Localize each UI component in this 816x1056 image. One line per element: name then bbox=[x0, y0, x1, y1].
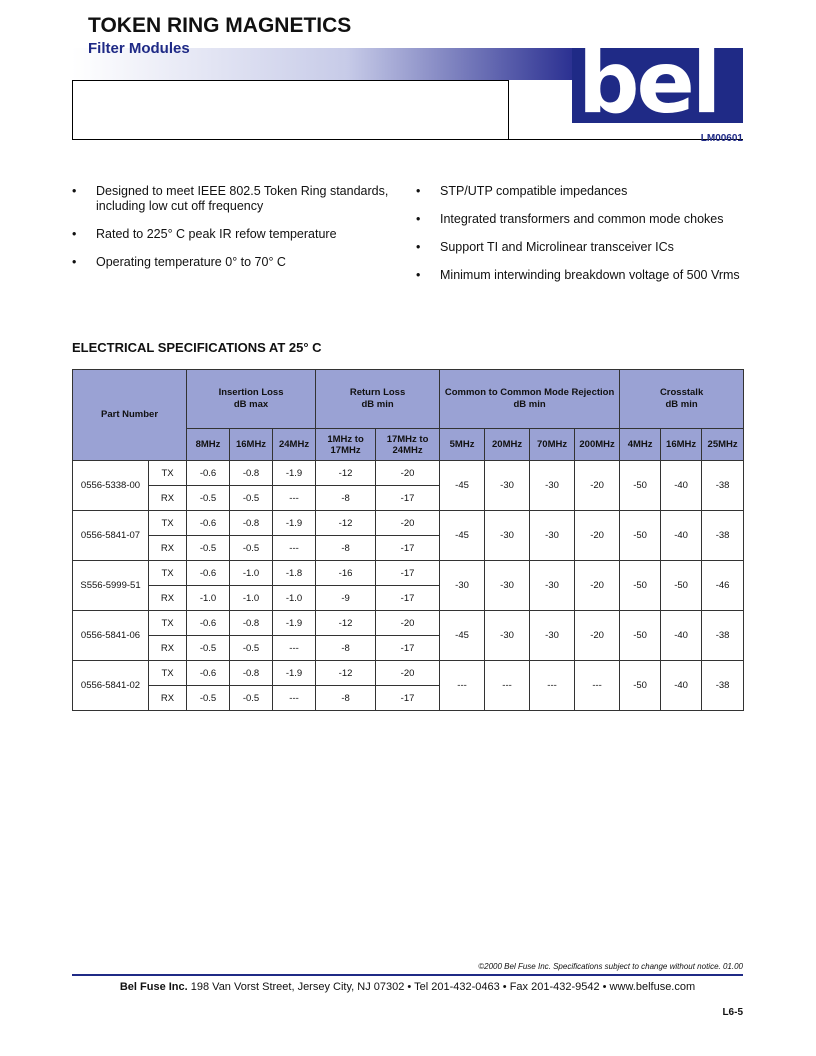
company-name: Bel Fuse Inc. bbox=[119, 981, 188, 993]
frequency-header: 16MHz bbox=[661, 429, 702, 461]
features-left bbox=[72, 184, 392, 283]
table-cell: -46 bbox=[702, 561, 744, 611]
table-cell: -1.0 bbox=[230, 561, 273, 586]
rx-label: RX bbox=[149, 536, 187, 561]
table-cell: -30 bbox=[440, 561, 485, 611]
feature-text: Minimum interwinding breakdown voltage of 500 Vrms bbox=[440, 268, 740, 282]
table-cell: -50 bbox=[620, 611, 661, 661]
table-cell: -17 bbox=[376, 486, 440, 511]
table-cell: -38 bbox=[702, 511, 744, 561]
table-cell: --- bbox=[273, 636, 316, 661]
feature-item bbox=[416, 240, 746, 255]
table-row bbox=[73, 661, 744, 686]
table-cell: -0.6 bbox=[187, 611, 230, 636]
table-cell: -12 bbox=[316, 511, 376, 536]
return-loss-header: Return Loss dB min bbox=[316, 370, 440, 429]
frequency-header: 4MHz bbox=[620, 429, 661, 461]
table-cell: -0.6 bbox=[187, 511, 230, 536]
rx-label: RX bbox=[149, 636, 187, 661]
table-cell: -9 bbox=[316, 586, 376, 611]
table-cell: --- bbox=[273, 486, 316, 511]
part-number-cell: 0556-5338-00 bbox=[73, 461, 149, 511]
crosstalk-header: Crosstalk dB min bbox=[620, 370, 744, 429]
page-title: TOKEN RING MAGNETICS bbox=[88, 14, 352, 37]
frequency-header: 24MHz bbox=[273, 429, 316, 461]
table-cell: -45 bbox=[440, 511, 485, 561]
bullet: • bbox=[416, 268, 421, 282]
table-cell: -0.6 bbox=[187, 661, 230, 686]
table-cell: -8 bbox=[316, 486, 376, 511]
part-number-cell: 0556-5841-02 bbox=[73, 661, 149, 711]
frequency-header: 200MHz bbox=[575, 429, 620, 461]
frequency-header: 5MHz bbox=[440, 429, 485, 461]
table-cell: -30 bbox=[530, 611, 575, 661]
table-cell: --- bbox=[273, 536, 316, 561]
feature-text: Support TI and Microlinear transceiver ICs bbox=[440, 240, 674, 254]
page-subtitle: Filter Modules bbox=[88, 40, 190, 57]
page-number: L6-5 bbox=[722, 1007, 743, 1018]
table-cell: -1.9 bbox=[273, 511, 316, 536]
table-cell: -0.8 bbox=[230, 511, 273, 536]
table-cell: -8 bbox=[316, 686, 376, 711]
table-cell: -0.6 bbox=[187, 461, 230, 486]
table-cell: -30 bbox=[485, 611, 530, 661]
copyright-note: ©2000 Bel Fuse Inc. Specifications subject to change without notice. 01.00 bbox=[478, 962, 743, 971]
frequency-header: 17MHz to 24MHz bbox=[376, 429, 440, 461]
table-cell: -40 bbox=[661, 511, 702, 561]
bullet: • bbox=[416, 184, 421, 198]
table-cell: -40 bbox=[661, 461, 702, 511]
table-cell: -20 bbox=[575, 511, 620, 561]
feature-item bbox=[72, 255, 392, 270]
table-cell: -17 bbox=[376, 636, 440, 661]
table-cell: -1.0 bbox=[273, 586, 316, 611]
part-number-cell: 0556-5841-07 bbox=[73, 511, 149, 561]
tx-label: TX bbox=[149, 461, 187, 486]
table-cell: -45 bbox=[440, 611, 485, 661]
table-cell: --- bbox=[530, 661, 575, 711]
table-cell: -30 bbox=[485, 461, 530, 511]
table-cell: -0.5 bbox=[230, 636, 273, 661]
table-cell: -20 bbox=[376, 611, 440, 636]
tx-label: TX bbox=[149, 511, 187, 536]
feature-text: Operating temperature 0° to 70° C bbox=[96, 255, 286, 269]
table-cell: -50 bbox=[620, 511, 661, 561]
feature-text: Integrated transformers and common mode chokes bbox=[440, 212, 724, 226]
footer-address bbox=[72, 981, 743, 993]
bullet: • bbox=[72, 255, 77, 269]
table-cell: --- bbox=[575, 661, 620, 711]
table-cell: -50 bbox=[620, 661, 661, 711]
table-cell: -1.9 bbox=[273, 611, 316, 636]
tx-label: TX bbox=[149, 611, 187, 636]
table-cell: -1.8 bbox=[273, 561, 316, 586]
table-cell: -8 bbox=[316, 636, 376, 661]
table-cell: -40 bbox=[661, 661, 702, 711]
table-cell: -40 bbox=[661, 611, 702, 661]
table-cell: -1.9 bbox=[273, 661, 316, 686]
table-cell: -17 bbox=[376, 686, 440, 711]
table-cell: -38 bbox=[702, 611, 744, 661]
table-cell: -12 bbox=[316, 461, 376, 486]
tx-label: TX bbox=[149, 661, 187, 686]
frequency-header: 16MHz bbox=[230, 429, 273, 461]
table-cell: -20 bbox=[376, 661, 440, 686]
table-cell: -20 bbox=[376, 511, 440, 536]
frequency-header: 8MHz bbox=[187, 429, 230, 461]
table-cell: -0.5 bbox=[187, 536, 230, 561]
bel-logo-text: bel bbox=[578, 33, 719, 133]
table-cell: -30 bbox=[485, 561, 530, 611]
feature-item bbox=[72, 184, 392, 214]
rx-label: RX bbox=[149, 586, 187, 611]
spec-table-body bbox=[73, 461, 744, 711]
footer-rule bbox=[72, 974, 743, 976]
table-cell: -17 bbox=[376, 561, 440, 586]
feature-text: STP/UTP compatible impedances bbox=[440, 184, 628, 198]
feature-item bbox=[416, 268, 746, 283]
table-cell: -20 bbox=[376, 461, 440, 486]
table-cell: --- bbox=[440, 661, 485, 711]
table-cell: -0.5 bbox=[187, 486, 230, 511]
table-cell: -12 bbox=[316, 611, 376, 636]
table-cell: -30 bbox=[530, 461, 575, 511]
table-cell: -50 bbox=[620, 561, 661, 611]
table-cell: -38 bbox=[702, 461, 744, 511]
tx-label: TX bbox=[149, 561, 187, 586]
table-cell: -1.0 bbox=[187, 586, 230, 611]
part-number-header: Part Number bbox=[73, 370, 187, 461]
table-cell: -0.8 bbox=[230, 461, 273, 486]
rx-label: RX bbox=[149, 486, 187, 511]
table-cell: -16 bbox=[316, 561, 376, 586]
title-box bbox=[72, 80, 509, 140]
frequency-header: 70MHz bbox=[530, 429, 575, 461]
cmr-header: Common to Common Mode Rejection dB min bbox=[440, 370, 620, 429]
frequency-header: 1MHz to 17MHz bbox=[316, 429, 376, 461]
insertion-loss-header: Insertion Loss dB max bbox=[187, 370, 316, 429]
table-cell: -30 bbox=[530, 561, 575, 611]
table-cell: -45 bbox=[440, 461, 485, 511]
electrical-specifications-table bbox=[72, 369, 744, 711]
table-cell: -20 bbox=[575, 561, 620, 611]
bullet: • bbox=[416, 240, 421, 254]
table-cell: -0.8 bbox=[230, 611, 273, 636]
table-cell: --- bbox=[273, 686, 316, 711]
feature-text: Rated to 225° C peak IR refow temperature bbox=[96, 227, 337, 241]
feature-item bbox=[416, 212, 746, 227]
table-cell: -0.5 bbox=[187, 686, 230, 711]
table-cell: -12 bbox=[316, 661, 376, 686]
table-row bbox=[73, 561, 744, 586]
frequency-header: 25MHz bbox=[702, 429, 744, 461]
table-cell: -38 bbox=[702, 661, 744, 711]
table-cell: -50 bbox=[661, 561, 702, 611]
bullet: • bbox=[416, 212, 421, 226]
table-cell: -0.5 bbox=[187, 636, 230, 661]
table-cell: -0.6 bbox=[187, 561, 230, 586]
frequency-header: 20MHz bbox=[485, 429, 530, 461]
table-cell: -0.5 bbox=[230, 686, 273, 711]
feature-item bbox=[72, 227, 392, 242]
table-cell: -17 bbox=[376, 536, 440, 561]
rx-label: RX bbox=[149, 686, 187, 711]
address-text: 198 Van Vorst Street, Jersey City, NJ 07302 • Tel 201-432-0463 • Fax 201-432-9542 • www.belfuse.com bbox=[187, 981, 696, 993]
table-cell: -17 bbox=[376, 586, 440, 611]
document-number: LM00601 bbox=[700, 133, 743, 144]
table-cell: --- bbox=[485, 661, 530, 711]
table-cell: -20 bbox=[575, 461, 620, 511]
bullet: • bbox=[72, 227, 77, 241]
features-right bbox=[416, 184, 746, 296]
table-row bbox=[73, 461, 744, 486]
table-cell: -8 bbox=[316, 536, 376, 561]
table-cell: -0.8 bbox=[230, 661, 273, 686]
part-number-cell: 0556-5841-06 bbox=[73, 611, 149, 661]
feature-item bbox=[416, 184, 746, 199]
table-cell: -1.0 bbox=[230, 586, 273, 611]
part-number-cell: S556-5999-51 bbox=[73, 561, 149, 611]
section-title: ELECTRICAL SPECIFICATIONS AT 25° C bbox=[72, 340, 322, 355]
table-cell: -0.5 bbox=[230, 486, 273, 511]
table-row bbox=[73, 611, 744, 636]
bullet: • bbox=[72, 184, 77, 198]
table-row bbox=[73, 511, 744, 536]
table-cell: -30 bbox=[485, 511, 530, 561]
feature-text: Designed to meet IEEE 802.5 Token Ring standards, including low cut off frequency bbox=[96, 184, 389, 213]
table-cell: -50 bbox=[620, 461, 661, 511]
table-cell: -1.9 bbox=[273, 461, 316, 486]
table-cell: -20 bbox=[575, 611, 620, 661]
table-cell: -0.5 bbox=[230, 536, 273, 561]
table-cell: -30 bbox=[530, 511, 575, 561]
